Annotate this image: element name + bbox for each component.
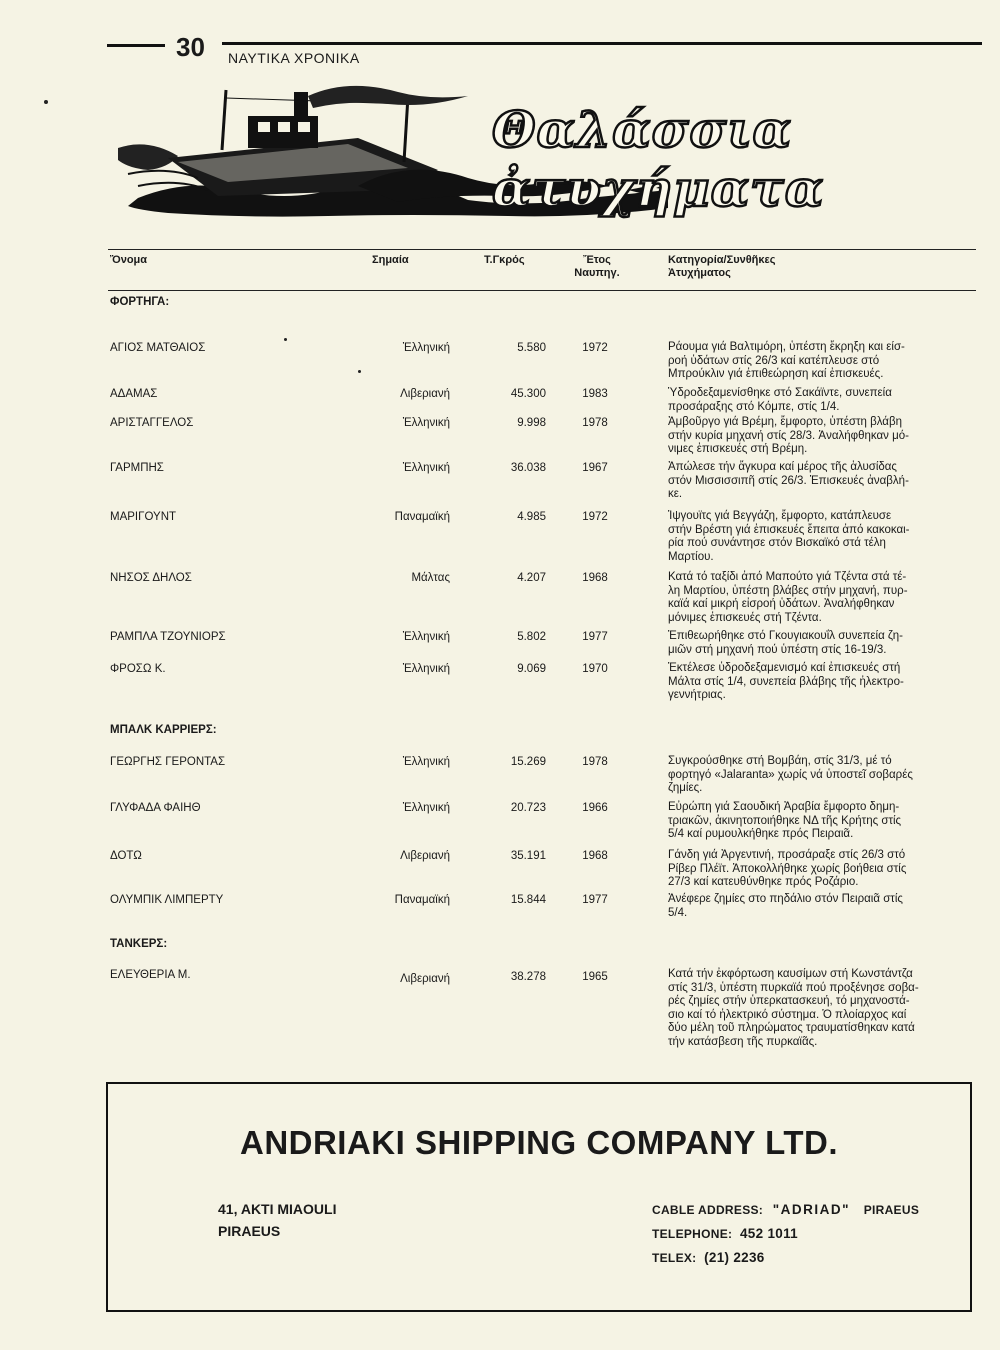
description-line: Ἀμβοῦργο γιά Βρέμη, ἔμφορτο, ὑπέστη βλάβη bbox=[668, 416, 902, 428]
advert-address-street: 41, AKTI MIAOULI bbox=[218, 1201, 337, 1217]
advert-cable-label: CABLE ADDRESS: bbox=[652, 1203, 764, 1217]
description-line: Ράουμα γιά Βαλτιμόρη, ὑπέστη ἔκρηξη και είσ- bbox=[668, 341, 905, 353]
table-row-year: 1972 bbox=[582, 511, 608, 523]
table-row-tonnage: 45.300 bbox=[510, 388, 546, 400]
table-row-year: 1977 bbox=[582, 631, 608, 643]
description-line: νιμες ἐπισκευές στή Βρέμη. bbox=[668, 443, 808, 456]
col-header-tonnage: Τ.Γκρός bbox=[484, 254, 525, 266]
table-row-description bbox=[668, 510, 976, 564]
table-row-year: 1965 bbox=[582, 971, 608, 983]
table-row-name: ΜΑΡΙΓΟΥΝΤ bbox=[110, 511, 177, 523]
table-row-description bbox=[668, 801, 976, 842]
table-row-description bbox=[668, 662, 976, 703]
description-line: καϊά καί μικρή εἰσροή ὑδάτων. Ἀναλήφθηκαν bbox=[668, 598, 895, 611]
col-header-category-line2: Ἀτυχήματος bbox=[668, 267, 731, 279]
table-row-year: 1966 bbox=[582, 802, 608, 814]
col-header-year-line1: Ἔτος bbox=[583, 254, 611, 266]
col-header-year-line2: Ναυπηγ. bbox=[574, 267, 620, 279]
group-title-bulk-carriers: ΜΠΑΛΚ ΚΑΡΡΙΕΡΣ: bbox=[110, 724, 217, 736]
table-row-tonnage: 5.802 bbox=[517, 631, 546, 643]
description-line: Ἰψγουϊτς γιά Βεγγάζη, ἔμφορτο, κατάπλευσε bbox=[668, 510, 892, 522]
table-row-name: ΑΔΑΜΑΣ bbox=[110, 388, 158, 400]
table-row-flag: Ἑλληνική bbox=[402, 342, 450, 354]
description-line: Γάνδη γιά Ἀργεντινή, προσάραξε στίς 26/3 στό bbox=[668, 849, 906, 861]
description-line: Ἀπώλεσε τήν ἄγκυρα καί μέρος τῆς ἁλυσίδας bbox=[668, 461, 897, 473]
table-row-year: 1968 bbox=[582, 850, 608, 862]
table-row-name: ΡΑΜΠΛΑ ΤΖΟΥΝΙΟΡΣ bbox=[110, 631, 226, 643]
description-line: Εὐρώπη γιά Σαουδική Ἀραβία ἔμφορτο δημη- bbox=[668, 801, 900, 813]
table-row-tonnage: 36.038 bbox=[510, 462, 546, 474]
description-line: Μάλτα στίς 1/4, συνεπεία βλάβης τῆς ἠλεκτρο- bbox=[668, 675, 904, 688]
group-title-tankers: ΤΑΝΚΕΡΣ: bbox=[110, 938, 168, 950]
description-line: τήν κατάσβεση τῆς πυρκαϊᾶς. bbox=[668, 1035, 818, 1048]
description-line: Μαρτίου. bbox=[668, 550, 714, 563]
group-title-cargo: ΦΟΡΤΗΓΑ: bbox=[110, 296, 170, 308]
table-row-name: ΦΡΟΣΩ Κ. bbox=[110, 663, 166, 675]
advert-telex-line bbox=[652, 1246, 919, 1270]
advert-telephone-line bbox=[652, 1222, 919, 1246]
table-row-flag: Ἑλληνική bbox=[402, 756, 450, 768]
table-row-tonnage: 15.844 bbox=[510, 894, 546, 906]
header-rule-right bbox=[222, 42, 982, 45]
advert-cable-value: "ADRIAD" bbox=[772, 1202, 851, 1217]
description-line: γεννήτριας. bbox=[668, 689, 726, 702]
table-header-rule bbox=[108, 290, 976, 291]
table-row-name: ΑΓΙΟΣ ΜΑΤΘΑΙΟΣ bbox=[110, 342, 206, 354]
page-number: 30 bbox=[176, 32, 205, 62]
advert-contact bbox=[652, 1198, 919, 1270]
description-line: κε. bbox=[668, 488, 683, 501]
table-row-name: ΓΕΩΡΓΗΣ ΓΕΡΟΝΤΑΣ bbox=[110, 756, 226, 768]
description-line: Ἐκτέλεσε ὑδροδεξαμενισμό καί ἐπισκευές στή bbox=[668, 662, 901, 674]
description-line: μιῶν στή μηχανή πού ὑπέστη στίς 16-19/3. bbox=[668, 643, 887, 656]
table-row-description bbox=[668, 461, 976, 502]
table-row-tonnage: 9.998 bbox=[517, 417, 546, 429]
table-row-name: ΟΛΥΜΠΙΚ ΛΙΜΠΕΡΤΥ bbox=[110, 894, 224, 906]
table-row-year: 1968 bbox=[582, 572, 608, 584]
description-line: Κατά τήν ἐκφόρτωση καυσίμων στή Κωνστάντζα bbox=[668, 968, 913, 980]
table-row-name: ΔΟΤΩ bbox=[110, 850, 142, 862]
description-line: στήν κυρία μηχανή στίς 28/3. Ἀναλήφθηκαν μό- bbox=[668, 429, 909, 442]
advert-cable-line bbox=[652, 1198, 919, 1222]
col-header-category bbox=[668, 254, 775, 280]
table-row-tonnage: 20.723 bbox=[510, 802, 546, 814]
magazine-title: ΝΑΥΤΙΚΑ ΧΡΟΝΙΚΑ bbox=[228, 50, 360, 66]
table-row-flag: Ἑλληνική bbox=[402, 462, 450, 474]
print-speck bbox=[44, 100, 48, 104]
description-line: λη Μαρτίου, ὑπέστη βλάβες στήν μηχανή, πυρ- bbox=[668, 584, 908, 597]
table-row-description bbox=[668, 341, 976, 382]
description-line: 5/4 καί ρυμουλκήθηκε πρός Πειραιᾶ. bbox=[668, 828, 854, 841]
table-row-flag: Παναμαϊκή bbox=[394, 511, 450, 523]
table-row-year: 1970 bbox=[582, 663, 608, 675]
table-row-year: 1978 bbox=[582, 756, 608, 768]
description-line: 5/4. bbox=[668, 906, 688, 919]
table-row-name: ΕΛΕΥΘΕΡΙΑ Μ. bbox=[110, 969, 191, 981]
description-line: μόνιμες ἐπισκευές στή Τζέντα. bbox=[668, 611, 822, 624]
table-row-description bbox=[668, 416, 976, 457]
table-row-description bbox=[668, 387, 976, 414]
advert-address-city: PIRAEUS bbox=[218, 1223, 281, 1239]
section-title: Θαλάσσια ἀτυχήματα bbox=[492, 100, 825, 218]
table-row-year: 1972 bbox=[582, 342, 608, 354]
description-line: δύο μέλη τοῦ πληρώματος τραυματίσθηκαν κατά bbox=[668, 1022, 915, 1035]
description-line: στήν Βρέστη γιά ἐπισκευές ἔπειτα ἀπό κακοκαι- bbox=[668, 523, 910, 536]
description-line: φορτηγό «Jalaranta» χωρίς νά ὑποστεῖ σοβαρές bbox=[668, 768, 913, 781]
advert-telex-label: TELEX: bbox=[652, 1251, 697, 1265]
table-row-tonnage: 38.278 bbox=[510, 971, 546, 983]
table-row-description bbox=[668, 755, 976, 796]
advert-telephone-value: 452 1011 bbox=[739, 1226, 798, 1241]
table-row-name: ΓΛΥΦΑΔΑ ΦΑΙΗΘ bbox=[110, 802, 201, 814]
description-line: Ἀνέφερε ζημίες στο πηδάλιο στόν Πειραιᾶ στίς bbox=[668, 893, 903, 905]
table-row-tonnage: 9.069 bbox=[517, 663, 546, 675]
description-line: σιο καί τό ἠλεκτρικό σύστημα. Ὁ πλοίαρχος καί bbox=[668, 1008, 907, 1021]
description-line: τριακῶν, ἀκινητοποιήθηκε ΝΔ τῆς Κρήτης στίς bbox=[668, 814, 902, 827]
advert-telephone-label: TELEPHONE: bbox=[652, 1227, 733, 1241]
description-line: ροή ὑδάτων στίς 26/3 καί κατέπλευσε στό bbox=[668, 354, 880, 367]
table-row-name: ΝΗΣΟΣ ΔΗΛΟΣ bbox=[110, 572, 192, 584]
header-rule-left bbox=[107, 44, 165, 47]
advert-company-name: ANDRIAKI SHIPPING COMPANY LTD. bbox=[239, 1124, 839, 1161]
table-row-flag: Μάλτας bbox=[411, 572, 450, 584]
advert-cable-city: PIRAEUS bbox=[863, 1203, 920, 1217]
table-row-description bbox=[668, 571, 976, 625]
company-advert bbox=[106, 1082, 972, 1312]
table-row-name: ΓΑΡΜΠΗΣ bbox=[110, 462, 164, 474]
table-row-description bbox=[668, 893, 976, 920]
print-speck bbox=[284, 338, 287, 341]
table-row-name: ΑΡΙΣΤΑΓΓΕΛΟΣ bbox=[110, 417, 194, 429]
table-row-year: 1978 bbox=[582, 417, 608, 429]
table-row-flag: Λιβεριανή bbox=[400, 388, 450, 400]
description-line: ρία πού συνάντησε στόν Βισκαϊκό στά τέλη bbox=[668, 537, 886, 550]
table-row-flag: Λιβεριανή bbox=[400, 850, 450, 862]
description-line: 27/3 καί κατευθύνθηκε πρός Ροζάριο. bbox=[668, 876, 859, 889]
table-row-flag: Ἑλληνική bbox=[402, 631, 450, 643]
description-line: Ἐπιθεωρήθηκε στό Γκουγιακουΐλ συνεπεία ζη- bbox=[668, 630, 904, 642]
description-line: στόν Μισσισσιπῆ στίς 26/3. Ἐπισκευές ἀναβλή- bbox=[668, 474, 909, 487]
table-row-year: 1977 bbox=[582, 894, 608, 906]
description-line: Ρίβερ Πλέϊτ. Ἀποκολλήθηκε χωρίς βοήθεια στίς bbox=[668, 862, 907, 875]
col-header-year bbox=[572, 254, 622, 280]
table-row-tonnage: 15.269 bbox=[510, 756, 546, 768]
table-row-description bbox=[668, 630, 976, 657]
description-line: Μπρούκλιν γιά ἐπιθεώρηση καί ἐπισκευές. bbox=[668, 368, 884, 381]
advert-address bbox=[218, 1198, 337, 1242]
description-line: προσάραξης στό Κόμπε, στίς 1/4. bbox=[668, 400, 840, 413]
table-row-flag: Λιβεριανή bbox=[400, 973, 450, 985]
advert-telex-value: (21) 2236 bbox=[704, 1250, 765, 1265]
table-row-tonnage: 5.580 bbox=[517, 342, 546, 354]
col-header-flag: Σημαία bbox=[372, 254, 409, 266]
col-header-name: Ὄνομα bbox=[110, 254, 148, 266]
description-line: Ὑδροδεξαμενίσθηκε στό Σακάϊντε, συνεπεία bbox=[668, 387, 892, 399]
table-row-flag: Ἑλληνική bbox=[402, 802, 450, 814]
table-row-tonnage: 4.985 bbox=[517, 511, 546, 523]
description-line: ζημίες. bbox=[668, 782, 703, 795]
print-speck bbox=[358, 370, 361, 373]
table-row-flag: Ἑλληνική bbox=[402, 417, 450, 429]
table-top-rule bbox=[108, 249, 976, 250]
description-line: Κατά τό ταξίδι ἀπό Μαπούτο γιά Τζέντα στά τέ- bbox=[668, 571, 907, 583]
table-row-flag: Παναμαϊκή bbox=[394, 894, 450, 906]
table-row-description bbox=[668, 968, 976, 1050]
table-row-year: 1967 bbox=[582, 462, 608, 474]
description-line: στίς 31/3, ὑπέστη πυρκαϊά πού προξένησε σοβα- bbox=[668, 981, 919, 994]
table-row-year: 1983 bbox=[582, 388, 608, 400]
table-row-flag: Ἑλληνική bbox=[402, 663, 450, 675]
description-line: ρές ζημίες στήν ὑπερκατασκευή, τό μηχανοστά- bbox=[668, 995, 910, 1008]
description-line: Συγκρούσθηκε στή Βομβάη, στίς 31/3, μέ τό bbox=[668, 755, 892, 767]
table-row-tonnage: 35.191 bbox=[510, 850, 546, 862]
table-row-description bbox=[668, 849, 976, 890]
col-header-category-line1: Κατηγορία/Συνθῆκες bbox=[668, 254, 776, 266]
table-row-tonnage: 4.207 bbox=[517, 572, 546, 584]
